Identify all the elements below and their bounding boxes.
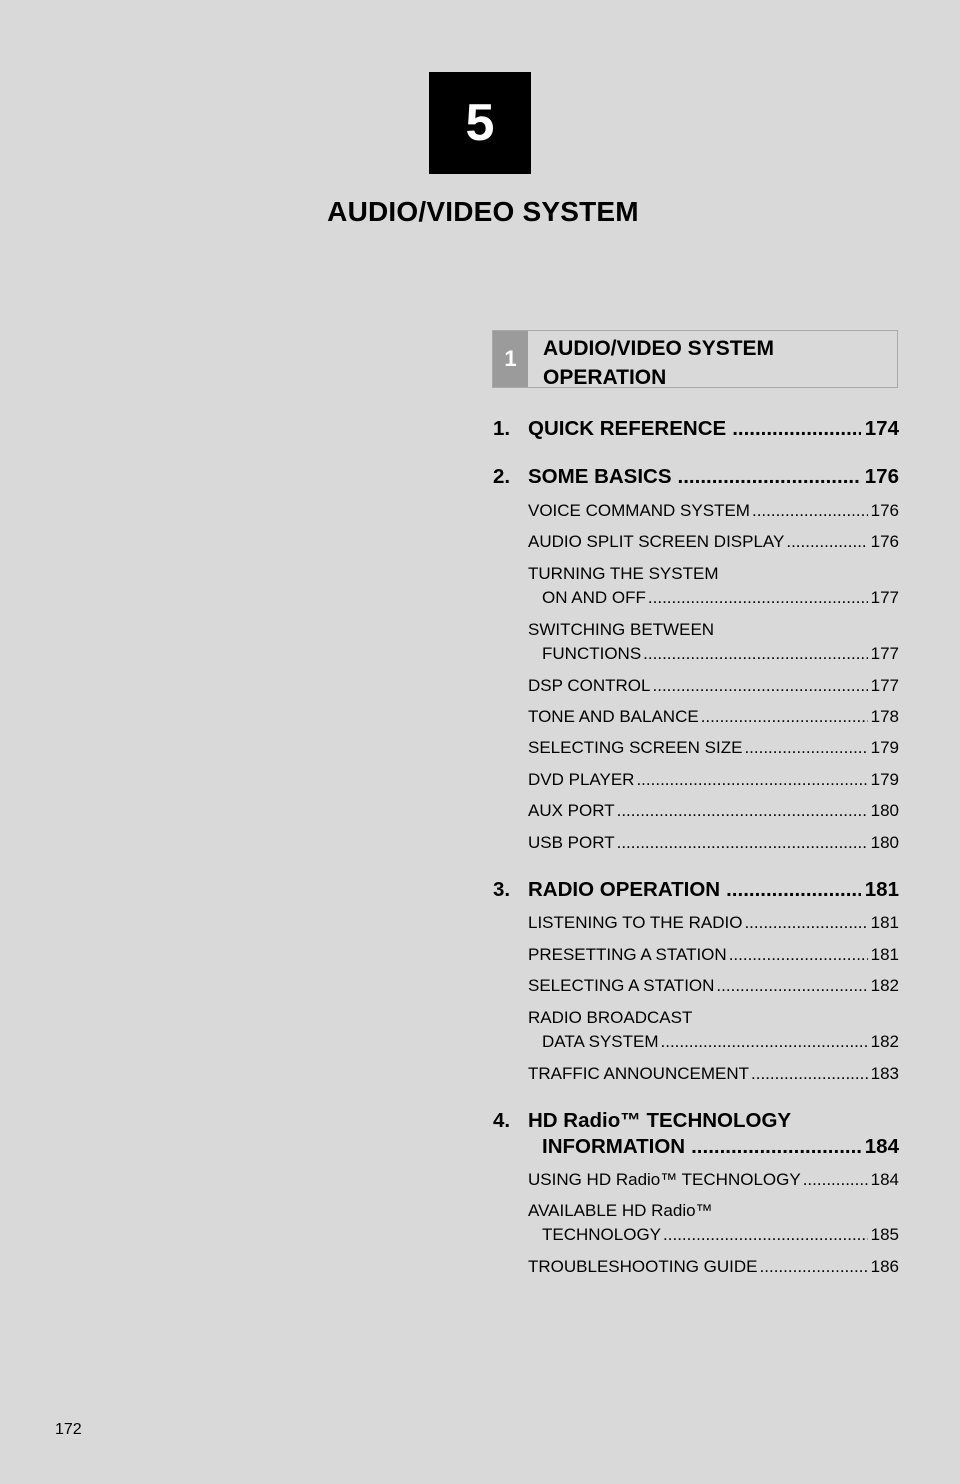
chapter-number-box xyxy=(429,72,531,174)
toc-subentry-label: AUDIO SPLIT SCREEN DISPLAY xyxy=(528,532,785,551)
toc-subentry[interactable] xyxy=(528,736,899,760)
toc-entry-number: 2. xyxy=(493,465,511,488)
toc-subentry-label: ON AND OFF xyxy=(542,588,646,607)
toc-subentry-page: 179 xyxy=(870,770,899,789)
toc-subentry[interactable] xyxy=(528,499,899,523)
dot-leader xyxy=(726,877,861,902)
dot-leader xyxy=(678,464,861,489)
toc-subentry-label: LISTENING TO THE RADIO xyxy=(528,913,743,932)
toc-subentry[interactable] xyxy=(528,1199,899,1247)
toc-subentry-label: TECHNOLOGY xyxy=(542,1225,662,1244)
toc-subentry-label: USING HD Radio™ TECHNOLOGY xyxy=(528,1170,801,1189)
toc-entry-some-basics[interactable] xyxy=(493,464,899,489)
toc-subentry-page: 177 xyxy=(870,644,899,663)
dot-leader xyxy=(760,1255,868,1279)
dot-leader xyxy=(663,1223,868,1247)
toc-subentry-label: SELECTING A STATION xyxy=(528,976,715,995)
dot-leader xyxy=(716,974,867,998)
toc-subentry-page: 176 xyxy=(870,501,899,520)
dot-leader xyxy=(751,1062,868,1086)
toc-subentry[interactable] xyxy=(528,911,899,935)
toc-entry-label: QUICK REFERENCE xyxy=(528,417,727,440)
chapter-title: AUDIO/VIDEO SYSTEM xyxy=(327,196,639,227)
toc-subentry[interactable] xyxy=(528,618,899,666)
dot-leader xyxy=(691,1134,861,1159)
toc-subentry[interactable] xyxy=(528,1168,899,1192)
toc-subentry-page: 185 xyxy=(870,1225,899,1244)
toc-subentry-label: DVD PLAYER xyxy=(528,770,635,789)
dot-leader xyxy=(729,943,868,967)
toc-entry-label-line1: HD Radio™ TECHNOLOGY xyxy=(528,1109,792,1132)
toc-subentry-page: 177 xyxy=(870,676,899,695)
toc-subentry[interactable] xyxy=(528,799,899,823)
section-number: 1 xyxy=(493,331,528,387)
toc-subentry-page: 182 xyxy=(870,976,899,995)
chapter-number: 5 xyxy=(465,94,495,152)
toc-subentry[interactable] xyxy=(528,943,899,967)
toc-subentry[interactable] xyxy=(528,562,899,610)
toc-entry-page: 184 xyxy=(864,1135,899,1158)
dot-leader xyxy=(701,705,868,729)
toc-subentry[interactable] xyxy=(528,1006,899,1054)
toc-subentry-label: VOICE COMMAND SYSTEM xyxy=(528,501,750,520)
page-number: 172 xyxy=(55,1421,82,1438)
dot-leader xyxy=(617,831,868,855)
toc-subentry-page: 176 xyxy=(870,532,899,551)
toc-subentry-page: 177 xyxy=(870,588,899,607)
dot-leader xyxy=(744,911,867,935)
toc-subentry[interactable] xyxy=(528,831,899,855)
toc-subentry[interactable] xyxy=(528,674,899,698)
dot-leader xyxy=(661,1030,868,1054)
toc-entry-label: INFORMATION xyxy=(542,1135,686,1158)
toc-subentry-page: 179 xyxy=(870,738,899,757)
dot-leader xyxy=(786,530,867,554)
toc-subentry-label: TONE AND BALANCE xyxy=(528,707,699,726)
toc-subentry[interactable] xyxy=(528,1255,899,1279)
section-title xyxy=(528,331,774,387)
toc-subentry-label: SELECTING SCREEN SIZE xyxy=(528,738,743,757)
toc-subentry-label-line1: RADIO BROADCAST xyxy=(528,1008,693,1027)
toc-subentry-label: DATA SYSTEM xyxy=(542,1032,659,1051)
toc-subentry-label: TROUBLESHOOTING GUIDE xyxy=(528,1257,758,1276)
dot-leader xyxy=(636,768,867,792)
toc-entry-quick-reference[interactable] xyxy=(493,416,899,441)
toc-entry-page: 174 xyxy=(864,417,899,440)
toc-subentry-page: 180 xyxy=(870,833,899,852)
toc-entry-number: 4. xyxy=(493,1109,511,1132)
toc-subentry-label: USB PORT xyxy=(528,833,615,852)
toc-entry-hd-radio[interactable] xyxy=(493,1108,899,1159)
toc-subentry-page: 180 xyxy=(870,801,899,820)
toc-subentry[interactable] xyxy=(528,705,899,729)
toc-subentry-page: 184 xyxy=(870,1170,899,1189)
toc-subentry-label-line1: SWITCHING BETWEEN xyxy=(528,620,715,639)
toc-subentry[interactable] xyxy=(528,530,899,554)
dot-leader xyxy=(643,642,867,666)
toc-subentry-page: 186 xyxy=(870,1257,899,1276)
toc-subentry-label-line1: AVAILABLE HD Radio™ xyxy=(528,1201,713,1220)
toc-subentry[interactable] xyxy=(528,974,899,998)
dot-leader xyxy=(653,674,868,698)
dot-leader xyxy=(617,799,868,823)
toc-subentry-label: AUX PORT xyxy=(528,801,615,820)
toc-entry-label: SOME BASICS xyxy=(528,465,672,488)
dot-leader xyxy=(752,499,868,523)
section-header xyxy=(492,330,898,388)
toc-entry-number: 3. xyxy=(493,878,511,901)
dot-leader xyxy=(732,416,861,441)
toc-subentry-label-line1: TURNING THE SYSTEM xyxy=(528,564,719,583)
toc-subentry[interactable] xyxy=(528,1062,899,1086)
toc-subentry-label: DSP CONTROL xyxy=(528,676,651,695)
dot-leader xyxy=(803,1168,868,1192)
toc-entry-radio-operation[interactable] xyxy=(493,877,899,902)
toc-subentry-page: 178 xyxy=(870,707,899,726)
toc-subentry-label: TRAFFIC ANNOUNCEMENT xyxy=(528,1064,749,1083)
dot-leader xyxy=(648,586,868,610)
toc-subentry[interactable] xyxy=(528,768,899,792)
dot-leader xyxy=(744,736,867,760)
toc-subentry-label: PRESETTING A STATION xyxy=(528,945,727,964)
section-title-line1: AUDIO/VIDEO SYSTEM xyxy=(543,337,775,360)
toc-subentry-page: 182 xyxy=(870,1032,899,1051)
toc-entry-page: 176 xyxy=(864,465,899,488)
toc-subentry-page: 181 xyxy=(870,945,899,964)
toc-entry-page: 181 xyxy=(864,878,899,901)
toc-entry-number: 1. xyxy=(493,417,511,440)
toc-subentry-page: 181 xyxy=(870,913,899,932)
section-title-line2: OPERATION xyxy=(543,366,667,389)
toc-entry-label: RADIO OPERATION xyxy=(528,878,721,901)
toc-subentry-label: FUNCTIONS xyxy=(542,644,642,663)
toc-subentry-page: 183 xyxy=(870,1064,899,1083)
